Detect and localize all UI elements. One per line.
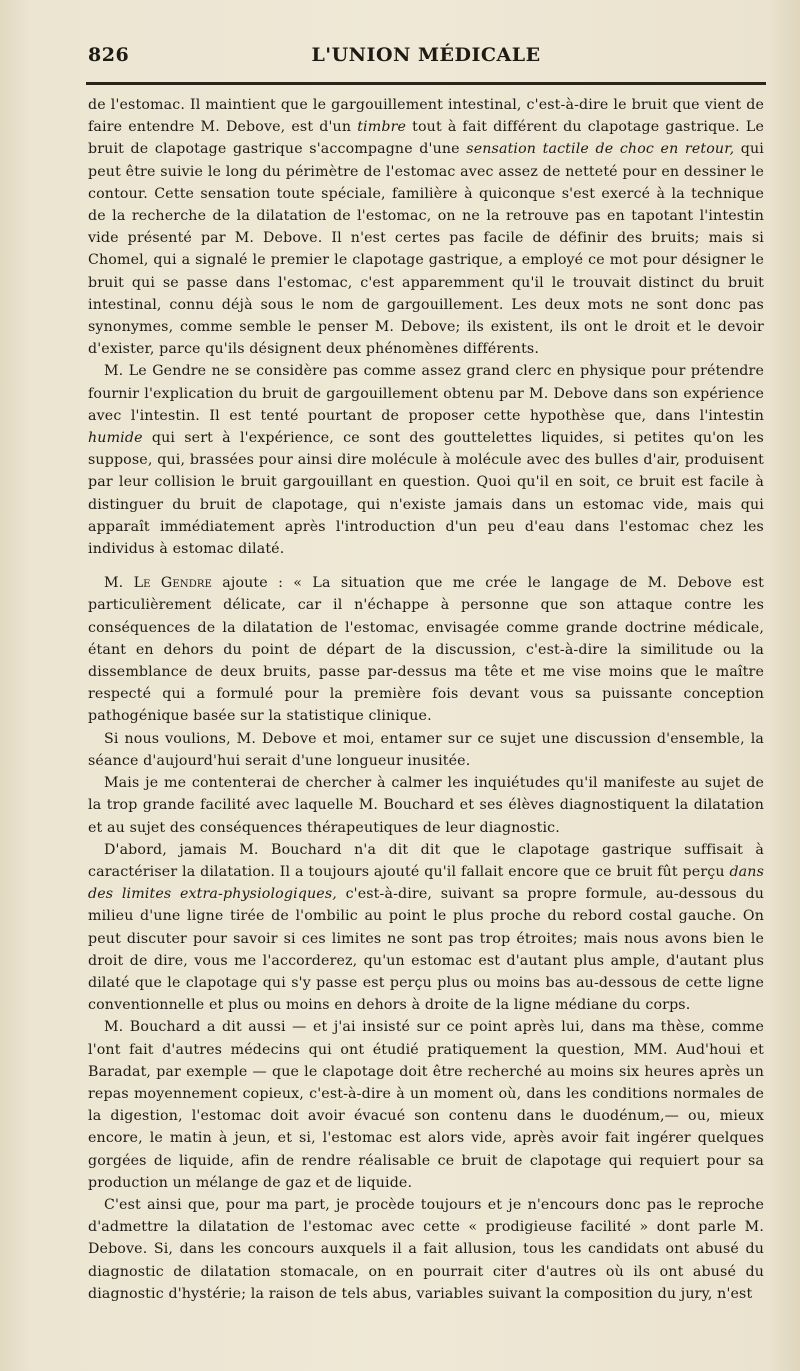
speaker-name: Le Gendre bbox=[133, 575, 213, 592]
paragraph: C'est ainsi que, pour ma part, je procède toujours et je n'encours donc pas le reproche d'admettre la dilatation de l'estomac avec cette « prodigieuse facilité » dont parle M. Debove. Si, dans les concours auxquels il a fait allusion, tous les candidats ont abusé du diagnostic de dilatation stomacale, on en pourrait citer d'autres où ils ont abusé du diagnostic d'hystérie; la raison de tels abus, variables suivant la composition du jury, n'est bbox=[88, 1196, 764, 1302]
paragraph: Si nous voulions, M. Debove et moi, entamer sur ce sujet une discussion d'ensemble, la séance d'aujourd'hui serait d'une longueur inusitée. bbox=[88, 730, 764, 769]
paragraph: D'abord, jamais M. Bouchard n'a dit dit que le clapotage gastrique suffisait à caractériser la dilatation. Il a toujours ajouté qu'il fallait encore que ce bruit fût perçu dans des limites extra-physiologiques, c'est-à-dire, suivant sa propre formule, au-dessous du milieu d'une ligne tirée de l'ombilic au point le plus proche du rebord costal gauche. On peut discuter pour savoir si ces limites ne sont pas trop étroites; mais nous avons bien le droit de dire, vous me l'accorderez, qu'un estomac est d'autant plus ample, d'autant plus dilaté que le clapotage qui s'y passe est perçu plus ou moins bas au-dessous de cette ligne conventionnelle et plus ou moins en dehors à droite de la ligne médiane du corps. bbox=[88, 841, 764, 1014]
header-rule bbox=[86, 82, 766, 85]
page-header bbox=[88, 44, 764, 78]
paragraph: M. Le Gendre ne se considère pas comme assez grand clerc en physique pour prétendre fournir l'explication du bruit de gargouillement obtenu par M. Debove dans son expérience avec l'intestin. Il est tenté pourtant de proposer cette hypothèse que, dans l'intestin humide qui sert à l'expérience, ce sont des gouttelettes liquides, si petites qu'on les suppose, qui, brassées pour ainsi dire molécule à molécule avec des bulles d'air, produisent par leur collision le bruit gargouillant en question. Quoi qu'il en soit, ce bruit est facile à distinguer du bruit de clapotage, qui n'existe jamais dans un estomac vide, mais qui apparaît immédiatement après l'introduction d'un peu d'eau dans l'estomac chez les individus à estomac dilaté. bbox=[88, 363, 764, 558]
paragraph: M. Bouchard a dit aussi — et j'ai insisté sur ce point après lui, dans ma thèse, comme l'ont fait d'autres médecins qui ont étudié pratiquement la question, MM. Aud'houi et Baradat, par exemple — que le clapotage doit être recherché au moins six heures après un repas moyennement copieux, c'est-à-dire à un moment où, dans les conditions normales de la digestion, l'estomac doit avoir évacué son contenu dans le duodénum,— ou, mieux encore, le matin à jeun, et si, l'estomac est alors vide, après avoir fait ingérer quelques gorgées de liquide, afin de rendre réalisable ce bruit de clapotage qui requiert pour sa production un mélange de gaz et de liquide. bbox=[88, 1019, 764, 1191]
article-body bbox=[88, 94, 764, 1305]
page-number: 826 bbox=[88, 44, 130, 66]
paragraph: M. Le Gendre ajoute : « La situation que me crée le langage de M. Debove est particulièrement délicate, car il n'échappe à personne que son attaque contre les conséquences de la dilatation de l'estomac, envisagée comme grande doctrine médicale, étant en dehors du point de départ de la discussion, c'est-à-dire la similitude ou la dissemblance de deux bruits, passe par-dessus ma tête et me vise moins que le maître respecté qui a formulé pour la première fois devant vous sa puissante conception pathogénique basée sur la statistique clinique. bbox=[88, 575, 765, 725]
journal-title: L'UNION MÉDICALE bbox=[311, 44, 541, 66]
paragraph: Mais je me contenterai de chercher à calmer les inquiétudes qu'il manifeste au sujet de la trop grande facilité avec laquelle M. Bouchard et ses élèves diagnostiquent la dilatation et au sujet des conséquences thérapeutiques de leur diagnostic. bbox=[88, 775, 764, 836]
paragraph-gap bbox=[88, 560, 764, 572]
paragraph: de l'estomac. Il maintient que le gargouillement intestinal, c'est-à-dire le bruit que vient de faire entendre M. Debove, est d'un timbre tout à fait différent du clapotage gastrique. Le bruit de clapotage gastrique s'accompagne d'une sensation tactile de choc en retour, qui peut être suivie le long du périmètre de l'estomac avec assez de netteté pour en dessiner le contour. Cette sensation toute spéciale, familière à quiconque s'est exercé à la technique de la recherche de la dilatation de l'estomac, on ne la retrouve pas en tapotant l'intestin vide présenté par M. Debove. Il n'est certes pas facile de définir des bruits; mais si Chomel, qui a signalé le premier le clapotage gastrique, a employé ce mot pour désigner le bruit qui se passe dans l'estomac, c'est apparemment qu'il le trouvait distinct du bruit intestinal, connu déjà sous le nom de gargouillement. Les deux mots ne sont donc pas synonymes, comme semble le penser M. Debove; ils existent, ils ont le droit et le devoir d'exister, parce qu'ils désignent deux phénomènes différents. bbox=[88, 97, 764, 358]
